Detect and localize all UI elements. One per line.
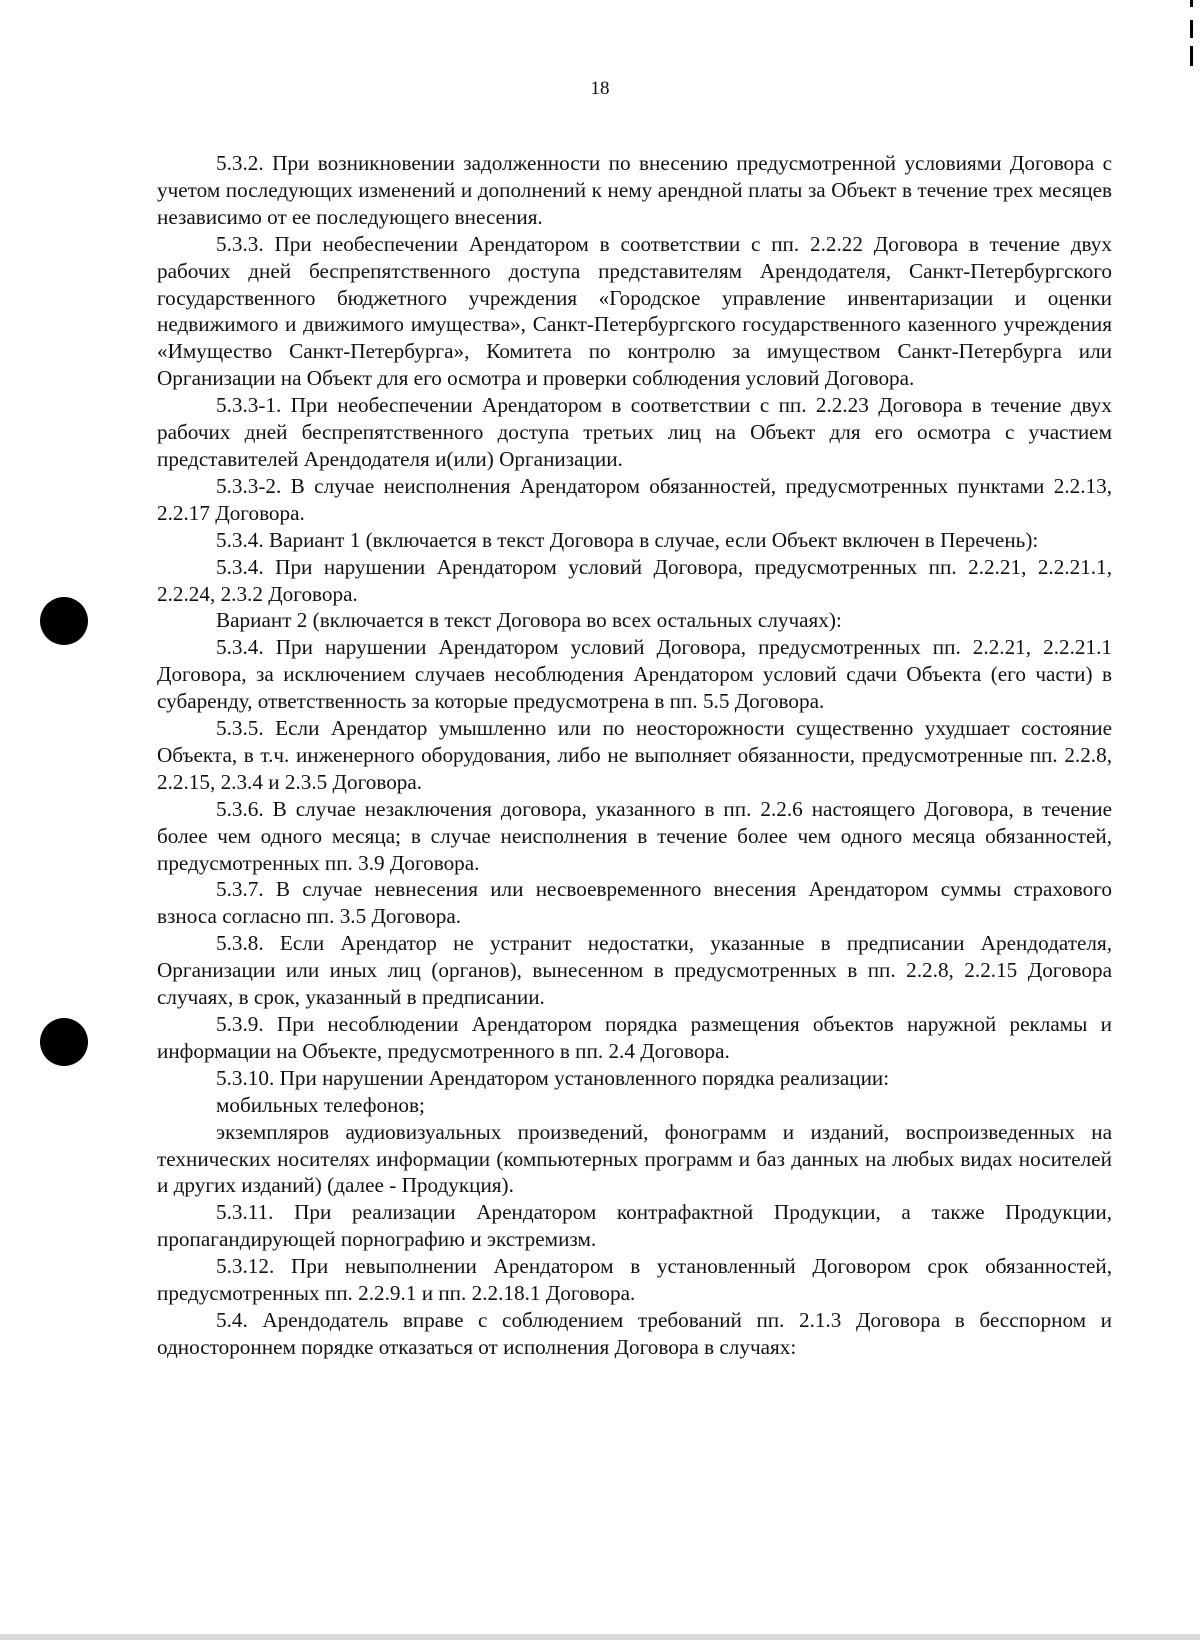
paragraph-variant-2: Вариант 2 (включается в текст Договора во всех остальных случаях): [216,608,842,633]
scan-edge-mark [1190,46,1193,66]
paragraph-5-3-6: 5.3.6. В случае незаключения договора, указанного в пп. 2.2.6 настоящего Договора, в течение более чем одного месяца; в случае неисполнения в течение более чем одного месяца обязанностей, предусмотренных пп. 3.9 Договора. [157,796,1112,875]
paragraph-5-3-3-2: 5.3.3-2. В случае неисполнения Арендатором обязанностей, предусмотренных пунктами 2.2.13, 2.2.17 Договора. [157,473,1112,525]
scan-edge-mark [1190,0,1193,7]
paragraph-5-3-8: 5.3.8. Если Арендатор не устранит недостатки, указанные в предписании Арендодателя, Организации или иных лиц (органов), вынесенном в предусмотренных в пп. 2.2.8, 2.2.15 Договора случаях, в срок, указанный в предписании. [157,931,1112,1010]
paragraph-5-3-9: 5.3.9. При несоблюдении Арендатором порядка размещения объектов наружной рекламы и информации на Объекте, предусмотренного в пп. 2.4 Договора. [157,1012,1112,1063]
scan-bottom-edge [0,1634,1200,1640]
paragraph-5-3-4-variant-1-text: 5.3.4. При нарушении Арендатором условий Договора, предусмотренных пп. 2.2.21, 2.2.21.1, 2.2.24, 2.3.2 Договора. [157,554,1112,606]
list-item-mobile-phones: мобильных телефонов; [216,1092,425,1117]
punch-hole [40,1018,88,1066]
paragraph-5-4: 5.4. Арендодатель вправе с соблюдением требований пп. 2.1.3 Договора в бесспорном и одностороннем порядке отказаться от исполнения Договора в случаях: [157,1307,1112,1359]
paragraph-5-3-10: 5.3.10. При нарушении Арендатором установленного порядка реализации: [216,1065,890,1090]
paragraph-5-3-4-variant-2-text: 5.3.4. При нарушении Арендатором условий Договора, предусмотренных пп. 2.2.21, 2.2.21.1 Договора, за исключением случаев несоблюдения Арендатором условий сдачи Объекта (его части) в субаренду, ответственность за которые предусмотрена в пп. 5.5 Договора. [157,635,1112,714]
paragraph-5-3-2: 5.3.2. При возникновении задолженности по внесению предусмотренной условиями Договора с учетом последующих изменений и дополнений к нему арендной платы за Объект в течение трех месяцев независимо от ее последующего внесения. [157,151,1112,229]
document-body [157,150,1112,1361]
paragraph-5-3-11: 5.3.11. При реализации Арендатором контрафактной Продукции, а также Продукции, пропагандирующей порнографию и экстремизм. [157,1200,1112,1252]
scan-edge-mark [1190,20,1193,38]
paragraph-5-3-5: 5.3.5. Если Арендатор умышленно или по неосторожности существенно ухудшает состояние Объекта, в т.ч. инженерного оборудования, либо не выполняет обязанности, предусмотренные пп. 2.2.8, 2.2.15, 2.3.4 и 2.3.5 Договора. [157,716,1112,794]
paragraph-5-3-3-1: 5.3.3-1. При необеспечении Арендатором в соответствии с пп. 2.2.23 Договора в течение двух рабочих дней беспрепятственного доступа третьих лиц на Объект для его осмотра с участием представителей Арендодателя и(или) Организации. [157,393,1112,471]
punch-hole [40,597,88,645]
list-item-audiovisual-copies: экземпляров аудиовизуальных произведений, фонограмм и изданий, воспроизведенных на технических носителях информации (компьютерных программ и баз данных на любых видах носителей и других изданий) (далее - Продукция). [157,1119,1112,1198]
paragraph-5-3-4-variant-1: 5.3.4. Вариант 1 (включается в текст Договора в случае, если Объект включен в Перечень): [216,527,1039,552]
page-number: 18 [590,78,610,99]
paragraph-5-3-7: 5.3.7. В случае невнесения или несвоевременного внесения Арендатором суммы страхового взноса согласно пп. 3.5 Договора. [157,877,1112,929]
paragraph-5-3-3: 5.3.3. При необеспечении Арендатором в соответствии с пп. 2.2.22 Договора в течение двух рабочих дней беспрепятственного доступа представителям Арендодателя, Санкт-Петербургского государственного бюджетного учреждения «Городское управление инвентаризации и оценки недвижимого и движимого имущества», Санкт-Петербургского государственного казенного учреждения «Имущество Санкт-Петербурга», Комитета по контролю за имуществом Санкт-Петербурга или Организации на Объект для его осмотра и проверки соблюдения условий Договора. [157,231,1112,391]
paragraph-5-3-12: 5.3.12. При невыполнении Арендатором в установленный Договором срок обязанностей, предусмотренных пп. 2.2.9.1 и пп. 2.2.18.1 Договора. [157,1254,1112,1306]
